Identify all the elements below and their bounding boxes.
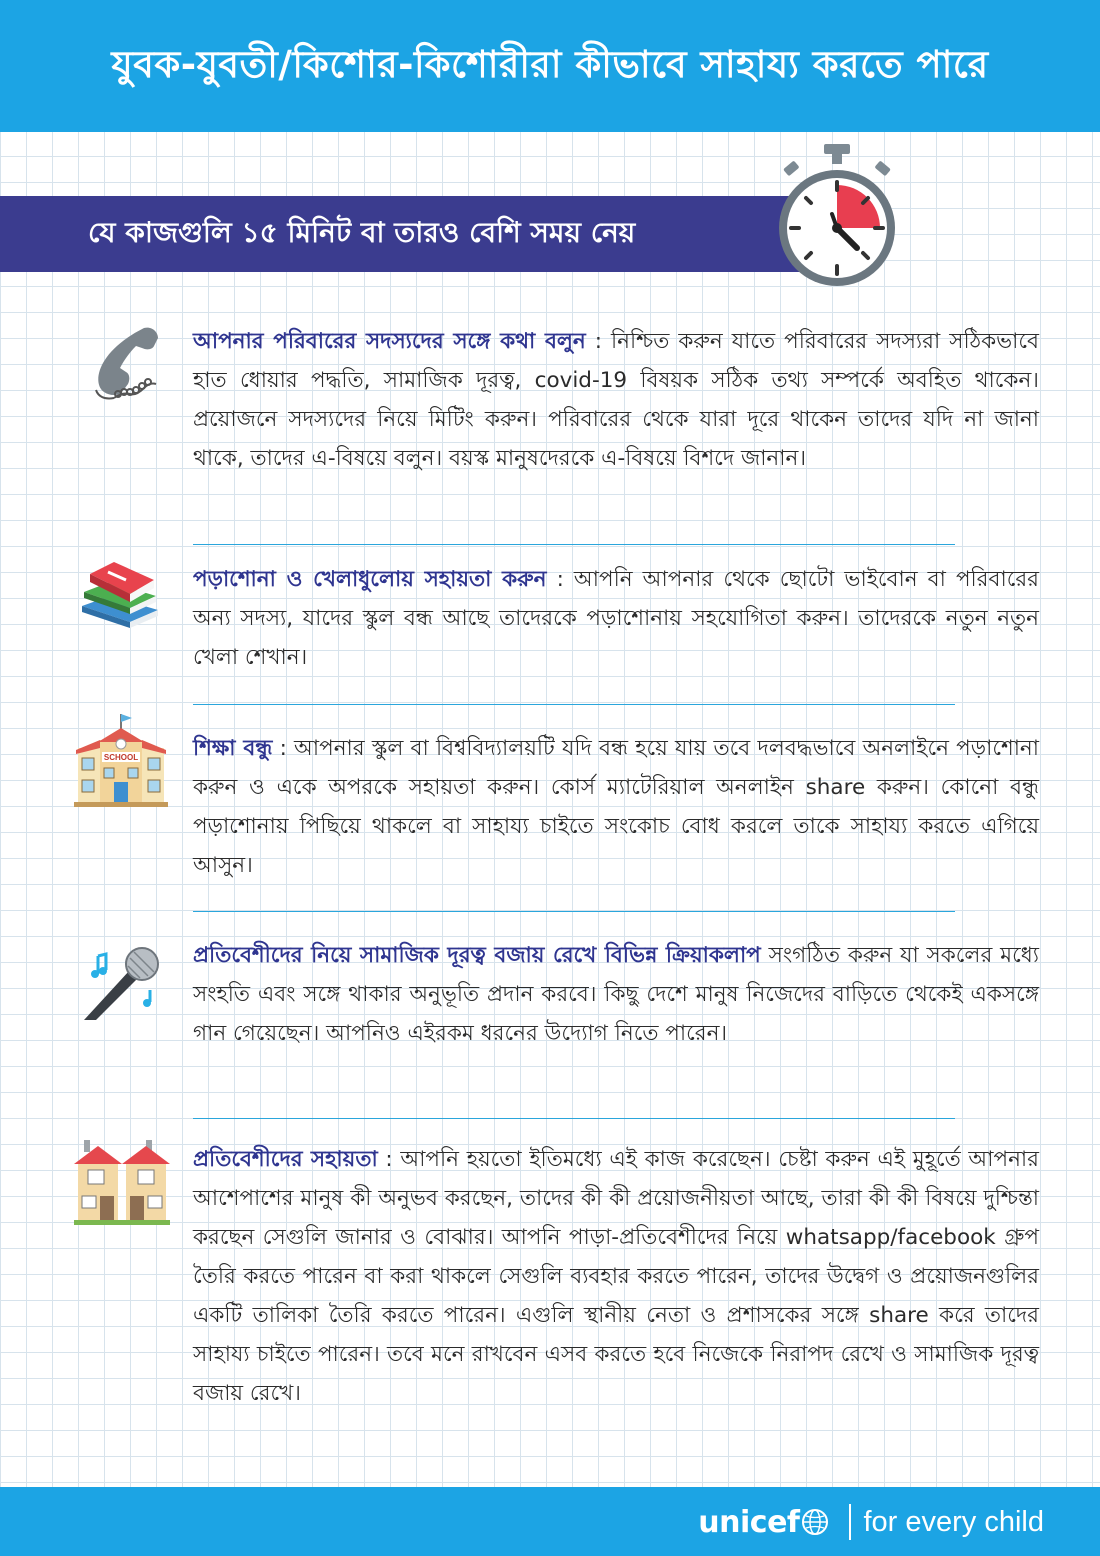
section-text <box>193 936 1039 1053</box>
section-text <box>193 1140 1039 1413</box>
page-title: যুবক-যুবতী/কিশোর-কিশোরীরা কীভাবে সাহায্য করতে পারে <box>111 42 989 86</box>
telephone-icon <box>74 322 164 402</box>
section-text <box>193 560 1039 677</box>
section-divider <box>193 544 955 545</box>
section-divider <box>193 911 955 912</box>
section-body: : আপনি হয়তো ইতিমধ্যে এই কাজ করেছেন। চেষ্টা করুন এই মুহূর্তে আপনার আশেপাশের মানুষ কী অনুভব করছেন, তাদের কী কী প্রয়োজনীয়তা আছে, তারা কী কী বিষয়ে দুশ্চিন্তা করছেন সেগুলি জানার ও বোঝার। আপনি পাড়া-প্রতিবেশীদের নিয়ে whatsapp/facebook গ্রুপ তৈরি করতে পারেন বা করা থাকলে সেগুলি ব্যবহার করতে পারেন, তাদের উদ্বেগ ও প্রয়োজনগুলির একটি তালিকা তৈরি করতে পারেন। এগুলি স্থানীয় নেতা ও প্রশাসকের সঙ্গে share করে তাদের সাহায্য চাইতে পারেন। তবে মনে রাখবেন এসব করতে হবে নিজেকে নিরাপদ রেখে ও সামাজিক দূরত্ব বজায় রেখে। <box>193 1147 1039 1406</box>
microphone-icon <box>74 940 164 1020</box>
section-body: সংগঠিত করুন যা সকলের মধ্যে সংহতি এবং সঙ্গে থাকার অনুভূতি প্রদান করবে। কিছু দেশে মানুষ নিজেদের বাড়িতে থেকেই একসঙ্গে গান গেয়েছেন। আপনিও এইরকম ধরনের উদ্যোগ নিতে পারেন। <box>193 943 1039 1046</box>
stopwatch-icon <box>772 140 902 290</box>
books-icon <box>74 550 164 630</box>
section-body: : আপনি আপনার থেকে ছোটো ভাইবোন বা পরিবারের অন্য সদস্য, যাদের স্কুল বন্ধ আছে তাদেরকে পড়াশোনায় সহযোগিতা করুন। তাদেরকে নতুন নতুন খেলা শেখান। <box>193 567 1040 670</box>
unicef-logo <box>698 1501 1044 1543</box>
brand-separator <box>849 1504 851 1540</box>
section-heading: আপনার পরিবারের সদস্যদের সঙ্গে কথা বলুন <box>193 329 586 354</box>
section-divider <box>193 1118 955 1119</box>
section-heading: প্রতিবেশীদের সহায়তা <box>193 1147 378 1172</box>
section-heading: প্রতিবেশীদের নিয়ে সামাজিক দূরত্ব বজায় রেখে বিভিন্ন ক্রিয়াকলাপ <box>193 943 761 968</box>
section-text <box>193 729 1039 885</box>
section-heading: শিক্ষা বন্ধু <box>193 736 273 761</box>
brand-tagline: for every child <box>863 1505 1044 1538</box>
section-banner <box>0 196 865 272</box>
page-header <box>0 0 1100 132</box>
section-text <box>193 322 1039 478</box>
unicef-globe-icon <box>801 1508 829 1536</box>
section-body: : নিশ্চিত করুন যাতে পরিবারের সদস্যরা সঠিকভাবে হাত ধোয়ার পদ্ধতি, সামাজিক দূরত্ব, covid-19 বিষয়ক সঠিক তথ্য সম্পর্কে অবহিত থাকেন। প্রয়োজনে সদস্যদের নিয়ে মিটিং করুন। পরিবারের থেকে যারা দূরে থাকেন তাদের যদি না জানা থাকে, তাদের এ-বিষয়ে বলুন। বয়স্ক মানুষদেরকে এ-বিষয়ে বিশদে জানান। <box>193 329 1039 471</box>
section-divider <box>193 704 955 705</box>
school-icon <box>74 712 168 808</box>
brand-name: unicef <box>698 1504 800 1540</box>
page-footer <box>0 1487 1100 1556</box>
houses-icon <box>74 1140 170 1226</box>
school-sign: SCHOOL <box>103 753 139 762</box>
section-body: : আপনার স্কুল বা বিশ্ববিদ্যালয়টি যদি বন্ধ হয়ে যায় তবে দলবদ্ধভাবে অনলাইনে পড়াশোনা করুন ও একে অপরকে সহায়তা করুন। কোর্স ম্যাটেরিয়াল অনলাইন share করুন। কোনো বন্ধু পড়াশোনায় পিছিয়ে থাকলে বা সাহায্য চাইতে সংকোচ বোধ করলে তাকে সাহায্য করতে এগিয়ে আসুন। <box>193 736 1040 878</box>
banner-text: যে কাজগুলি ১৫ মিনিট বা তারও বেশি সময় নেয় <box>88 215 636 249</box>
section-heading: পড়াশোনা ও খেলাধুলোয় সহায়তা করুন <box>193 567 547 592</box>
